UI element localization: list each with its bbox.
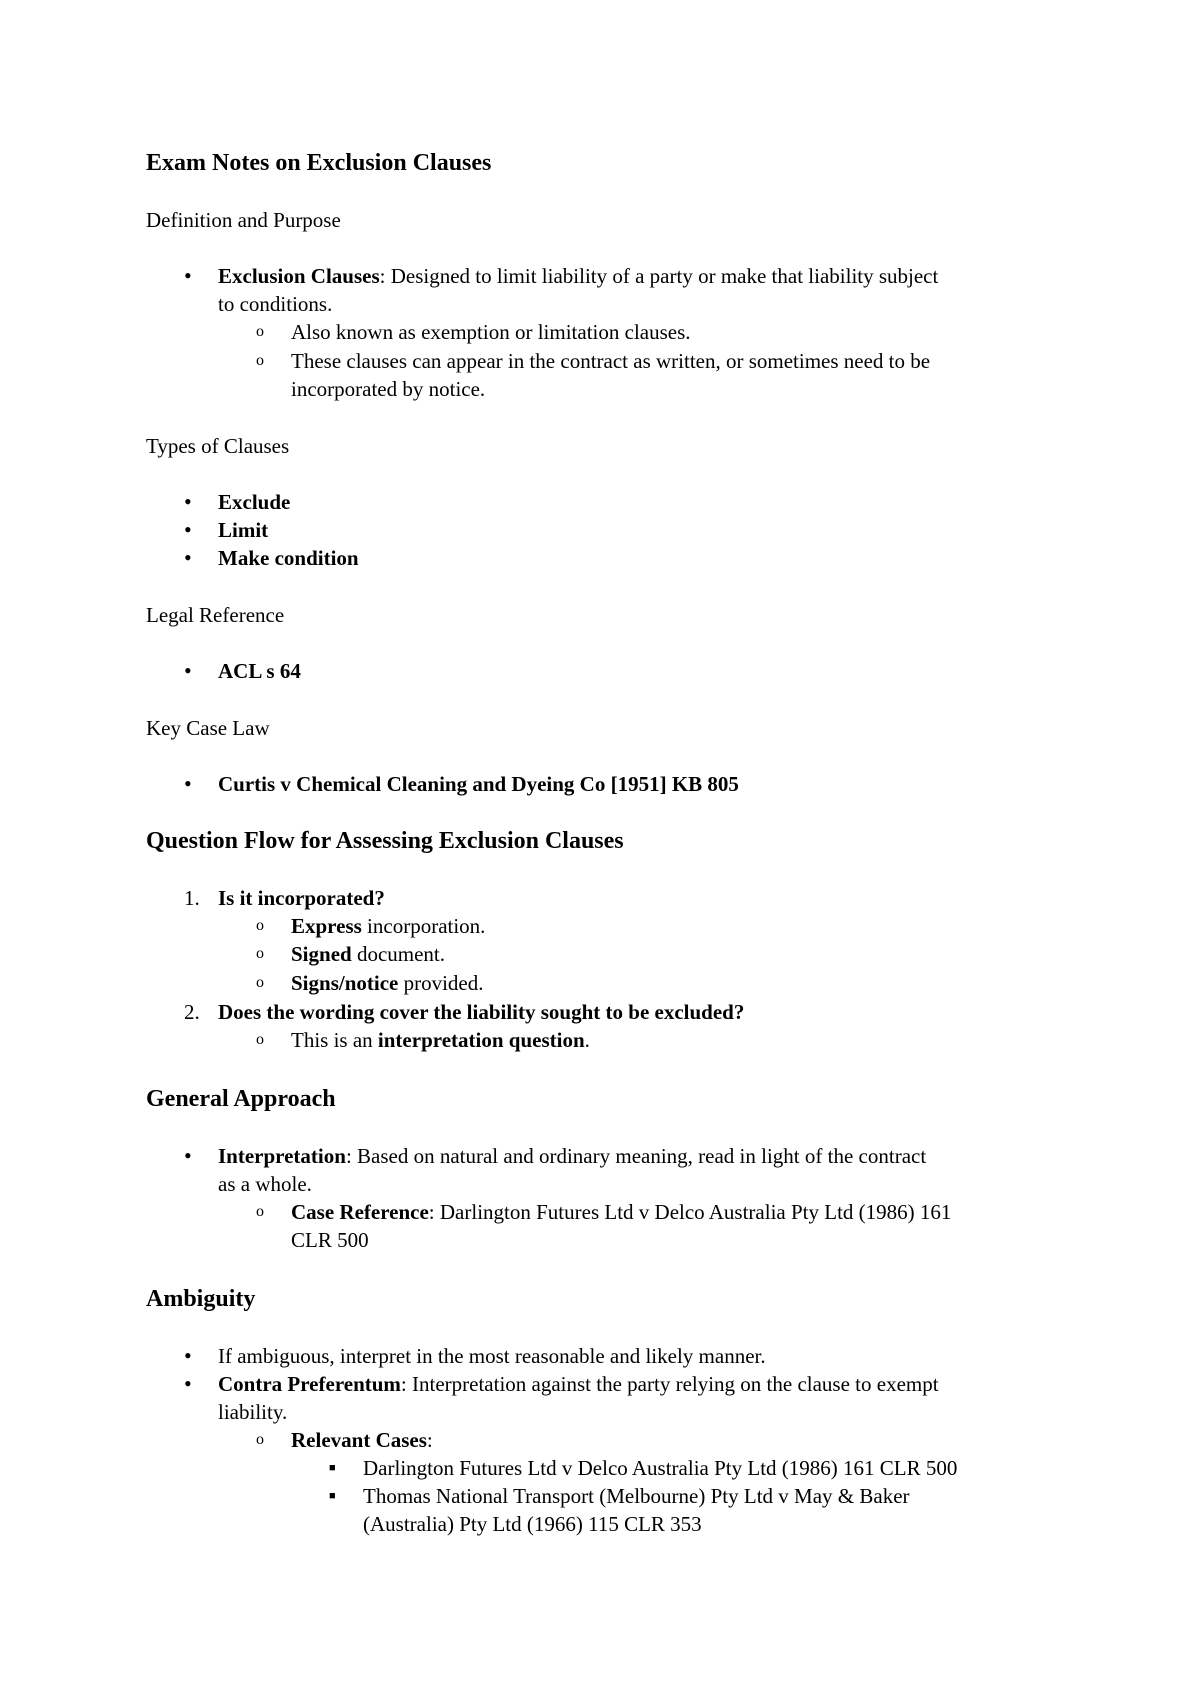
question-item: Is it incorporated?	[218, 886, 385, 910]
section-heading-ambiguity: Ambiguity	[146, 1286, 256, 1312]
square-bullet-icon: ■	[329, 1490, 336, 1502]
list-item: Curtis v Chemical Cleaning and Dyeing Co [1951] KB 805	[218, 772, 739, 796]
sub-list-item	[291, 969, 484, 997]
sub-list-item	[291, 1426, 433, 1454]
circle-bullet-icon: o	[256, 1203, 264, 1220]
bullet-icon: •	[184, 263, 192, 288]
case-list-item-continuation: (Australia) Pty Ltd (1966) 115 CLR 353	[363, 1512, 702, 1536]
list-number: 2.	[184, 1000, 200, 1024]
section-heading-types: Types of Clauses	[146, 434, 290, 458]
sub-list-item	[291, 912, 485, 940]
list-item-contra-preferentum	[218, 1370, 939, 1398]
item-text: : Based on natural and ordinary meaning, read in light of the contract	[345, 1144, 927, 1168]
circle-bullet-icon: o	[256, 323, 264, 340]
item-text: document.	[351, 942, 446, 966]
list-item-continuation: liability.	[218, 1400, 288, 1424]
sub-list-item: These clauses can appear in the contract as written, or sometimes need to be	[291, 349, 931, 373]
list-item-continuation: to conditions.	[218, 292, 333, 316]
bullet-icon: •	[184, 489, 192, 514]
list-item-exclusion-clauses	[218, 262, 938, 290]
term-label: Interpretation	[218, 1144, 346, 1168]
sub-list-item	[291, 940, 445, 968]
item-text: provided.	[398, 971, 484, 995]
sub-list-item	[291, 1198, 951, 1226]
document-title: Exam Notes on Exclusion Clauses	[146, 150, 492, 176]
list-item: Make condition	[218, 546, 359, 570]
circle-bullet-icon: o	[256, 1431, 264, 1448]
section-heading-question-flow: Question Flow for Assessing Exclusion Clauses	[146, 828, 624, 854]
list-item-interpretation	[218, 1142, 926, 1170]
circle-bullet-icon: o	[256, 917, 264, 934]
list-number: 1.	[184, 886, 200, 910]
sub-list-item-continuation: incorporated by notice.	[291, 377, 486, 401]
list-item: If ambiguous, interpret in the most reasonable and likely manner.	[218, 1344, 766, 1368]
term-label: Signed	[291, 942, 352, 966]
item-text: .	[584, 1028, 590, 1052]
list-item-continuation: as a whole.	[218, 1172, 312, 1196]
section-heading-caselaw: Key Case Law	[146, 716, 270, 740]
item-text: :	[426, 1428, 433, 1452]
question-item: Does the wording cover the liability sought to be excluded?	[218, 1000, 745, 1024]
term-label: Relevant Cases	[291, 1428, 427, 1452]
bullet-icon: •	[184, 771, 192, 796]
sub-list-item	[291, 1026, 590, 1054]
section-heading-general: General Approach	[146, 1086, 336, 1112]
term-label: Contra Preferentum	[218, 1372, 401, 1396]
case-list-item: Thomas National Transport (Melbourne) Pty Ltd v May & Baker	[363, 1484, 910, 1508]
circle-bullet-icon: o	[256, 1031, 264, 1048]
sub-list-item-continuation: CLR 500	[291, 1228, 369, 1252]
circle-bullet-icon: o	[256, 945, 264, 962]
bullet-icon: •	[184, 658, 192, 683]
sub-list-item: Also known as exemption or limitation clauses.	[291, 320, 691, 344]
circle-bullet-icon: o	[256, 352, 264, 369]
bullet-icon: •	[184, 545, 192, 570]
list-item: Exclude	[218, 490, 291, 514]
term-label: Exclusion Clauses	[218, 264, 380, 288]
item-text: : Interpretation against the party relying on the clause to exempt	[400, 1372, 939, 1396]
section-heading-definition: Definition and Purpose	[146, 208, 341, 232]
item-text: incorporation.	[361, 914, 486, 938]
case-list-item: Darlington Futures Ltd v Delco Australia Pty Ltd (1986) 161 CLR 500	[363, 1456, 958, 1480]
bullet-icon: •	[184, 1143, 192, 1168]
list-item: ACL s 64	[218, 659, 301, 683]
square-bullet-icon: ■	[329, 1462, 336, 1474]
item-text: : Designed to limit liability of a party or make that liability subject	[379, 264, 939, 288]
section-heading-legal: Legal Reference	[146, 603, 285, 627]
term-label: Express	[291, 914, 362, 938]
item-text: This is an	[291, 1028, 378, 1052]
bullet-icon: •	[184, 1371, 192, 1396]
list-item: Limit	[218, 518, 269, 542]
circle-bullet-icon: o	[256, 974, 264, 991]
bullet-icon: •	[184, 517, 192, 542]
item-text: : Darlington Futures Ltd v Delco Australia Pty Ltd (1986) 161	[428, 1200, 952, 1224]
term-label: Signs/notice	[291, 971, 399, 995]
term-label: Case Reference	[291, 1200, 429, 1224]
term-label: interpretation question	[377, 1028, 585, 1052]
bullet-icon: •	[184, 1343, 192, 1368]
